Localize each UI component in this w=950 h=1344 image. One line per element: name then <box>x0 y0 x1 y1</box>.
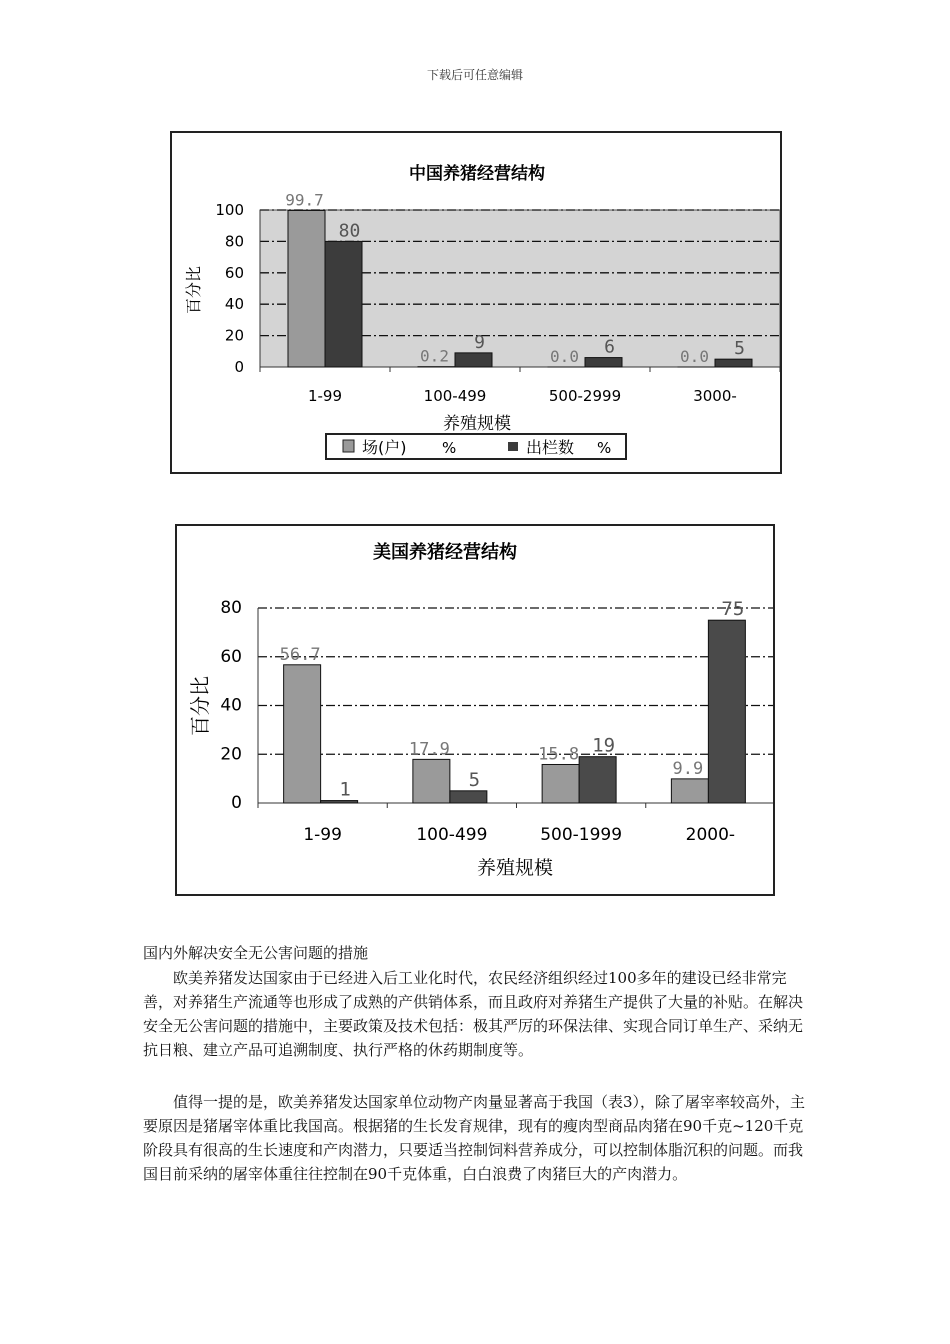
legend-label-farms: 场(户) <box>362 438 407 457</box>
data-label: 1 <box>339 778 351 801</box>
y-tick-label: 20 <box>220 744 242 765</box>
paragraph-1 <box>143 966 808 1062</box>
usa-pig-structure-chart <box>175 524 775 896</box>
legend-unit-output: % <box>597 439 612 457</box>
y-tick-label: 40 <box>220 695 242 716</box>
bar-series1 <box>284 665 321 803</box>
bar-series2 <box>455 353 492 367</box>
data-label: 99.7 <box>285 190 324 210</box>
y-axis-label: 百分比 <box>184 265 203 315</box>
paragraph-2-text: 值得一提的是，欧美养猪发达国家单位动物产肉量显著高于我国（表3），除了屠宰率较高外，主要原因是猪屠宰体重比我国高。根据猪的生长发育规律，现有的瘦肉型商品肉猪在90千克~120千克阶段具有很高的生长速度和产肉潜力，只要适当控制饲料营养成分，可以控制体脂沉积的问题。而我国目前采纳的屠宰体重往往控制在90千克体重，白白浪费了肉猪巨大的产肉潜力。 <box>143 1093 806 1183</box>
bar-series2 <box>585 358 622 367</box>
y-tick-label: 20 <box>224 326 244 345</box>
bar-series1 <box>288 210 325 367</box>
data-label: 19 <box>592 734 616 757</box>
x-tick-label: 1-99 <box>303 825 342 845</box>
y-tick-label: 80 <box>220 598 242 618</box>
bar-series2 <box>325 241 362 367</box>
data-label: 0.0 <box>680 347 709 366</box>
data-label: 9 <box>474 331 485 353</box>
bar-series2 <box>579 757 616 803</box>
y-tick-label: 40 <box>224 295 244 314</box>
legend-swatch-farms <box>343 440 354 452</box>
section-title: 国内外解决安全无公害问题的措施 <box>143 944 369 962</box>
y-axis-label: 百分比 <box>188 676 212 736</box>
data-label: 9.9 <box>672 758 704 779</box>
y-tick-label: 80 <box>224 232 244 251</box>
usa-chart-svg <box>177 526 773 894</box>
paragraph-1-text: 欧美养猪发达国家由于已经进入后工业化时代，农民经济组织经过100多年的建设已经非常完善，对养猪生产流通等也形成了成熟的产供销体系，而且政府对养猪生产提供了大量的补贴。在解决安全无公害问题的措施中，主要政策及技术包括：极其严厉的环保法律、实现合同订单生产、采纳无抗日粮、建立产品可追溯制度、执行严格的休药期制度等。 <box>143 969 804 1059</box>
page-header: 下载后可任意编辑 <box>426 68 523 82</box>
data-label: 5 <box>734 338 745 360</box>
bar-series1 <box>671 779 708 803</box>
data-label: 56.7 <box>279 644 321 665</box>
china-pig-structure-chart <box>170 131 782 474</box>
x-tick-label: 500-1999 <box>540 825 623 845</box>
bar-series1 <box>542 764 579 803</box>
bar-series2 <box>450 791 487 803</box>
x-axis-label: 养殖规模 <box>443 414 511 434</box>
x-tick-label: 1-99 <box>307 387 343 405</box>
data-label: 17.9 <box>408 739 450 760</box>
y-tick-label: 60 <box>224 263 244 282</box>
bar-series2 <box>715 359 752 367</box>
china-chart-svg <box>172 133 780 472</box>
legend-swatch-output <box>508 442 518 451</box>
x-tick-label: 500-2999 <box>548 387 622 405</box>
chart-title: 中国养猪经营结构 <box>409 164 545 184</box>
x-tick-label: 100-499 <box>423 387 487 405</box>
y-tick-label: 100 <box>215 201 244 219</box>
y-tick-label: 60 <box>220 646 242 667</box>
data-label: 80 <box>338 220 361 242</box>
y-tick-label: 0 <box>234 358 244 376</box>
data-label: 15.8 <box>538 744 580 765</box>
data-label: 0.0 <box>550 347 579 366</box>
chart-title: 美国养猪经营结构 <box>373 542 517 563</box>
y-tick-label: 0 <box>231 793 242 813</box>
x-axis-label: 养殖规模 <box>476 857 554 879</box>
legend <box>326 434 626 459</box>
data-label: 0.2 <box>420 346 449 366</box>
bar-series2 <box>708 620 745 803</box>
paragraph-2 <box>143 1090 808 1186</box>
data-label: 5 <box>468 768 481 791</box>
x-tick-label: 100-499 <box>416 825 488 845</box>
bar-series2 <box>321 801 358 803</box>
data-label: 75 <box>721 598 745 621</box>
legend-unit-farms: % <box>442 439 457 457</box>
legend-label-output: 出栏数 <box>526 438 575 457</box>
x-tick-label: 3000- <box>693 387 737 405</box>
bar-series1 <box>413 759 450 803</box>
data-label: 6 <box>604 336 615 358</box>
x-tick-label: 2000- <box>685 825 736 845</box>
